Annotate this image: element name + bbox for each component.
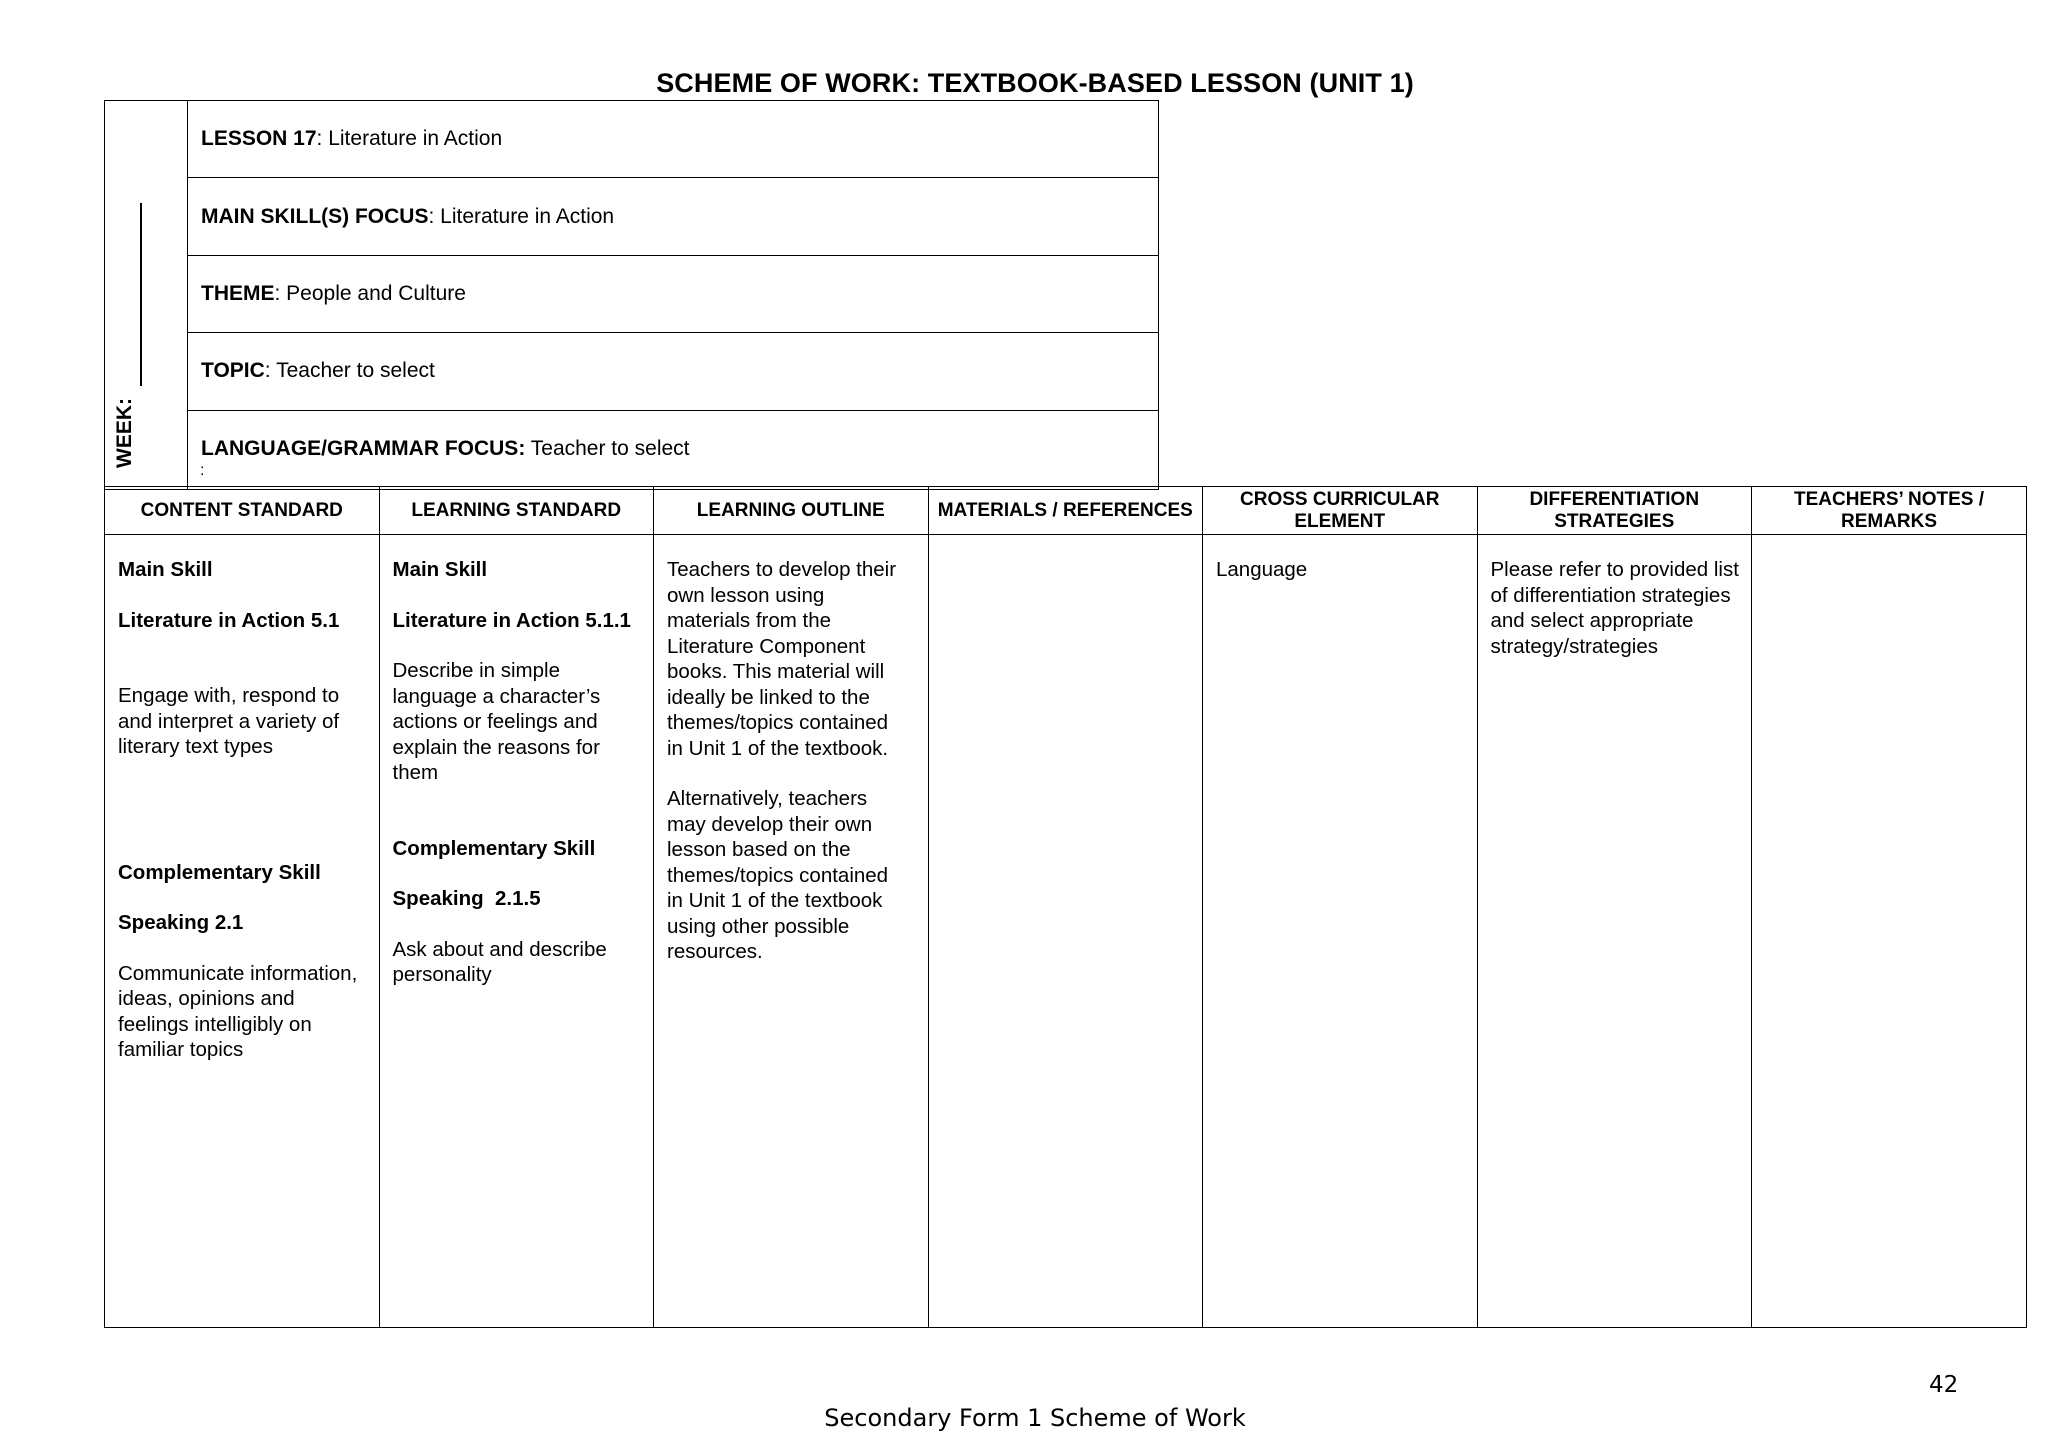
table-row — [105, 535, 2027, 1328]
lesson-row — [188, 101, 1158, 178]
page-number: 42 — [1929, 1372, 1959, 1398]
language-grammar-focus-row — [188, 411, 1158, 488]
cs-comp-text: Communicate information, ideas, opinions and feelings intelligibly on familiar topics — [118, 961, 358, 1061]
lesson-value: : Literature in Action — [316, 127, 503, 151]
page-title: SCHEME OF WORK: TEXTBOOK-BASED LESSON (UNIT 1) — [656, 68, 1414, 98]
table-header-row — [105, 487, 2027, 535]
page-footer: Secondary Form 1 Scheme of Work — [824, 1404, 1246, 1432]
topic-label: TOPIC — [201, 359, 265, 383]
stray-colon: : — [200, 462, 205, 479]
lesson-info-block — [187, 100, 1159, 490]
ls-main-text: Describe in simple language a character’s actions or feelings and explain the reasons for them — [392, 659, 601, 784]
teachers-notes-cell — [1752, 535, 2027, 1328]
week-blank-line — [140, 203, 142, 386]
ls-main-code: Literature in Action 5.1.1 — [392, 608, 631, 632]
header-differentiation-strategies: DIFFERENTIATION STRATEGIES — [1477, 487, 1752, 535]
ls-comp-text: Ask about and describe personality — [392, 937, 607, 986]
lo-paragraph-2: Alternatively, teachers may develop their own lesson based on the themes/topics contained in Unit 1 of the textbook using other possible resources. — [667, 787, 889, 963]
ls-main-heading: Main Skill — [392, 558, 488, 581]
theme-label: THEME — [201, 281, 275, 305]
main-skill-focus-row — [188, 178, 1158, 255]
header-cross-curricular-element: CROSS CURRICULAR ELEMENT — [1203, 487, 1478, 535]
lo-paragraph-1: Teachers to develop their own lesson using materials from the Literature Component books. This material will ideally be linked to the themes/topics contained in Unit 1 of the textbook. — [667, 558, 897, 760]
topic-value: : Teacher to select — [264, 359, 435, 383]
learning-standard-cell — [379, 535, 654, 1328]
materials-cell — [928, 535, 1203, 1328]
topic-row — [188, 333, 1158, 410]
cs-comp-heading: Complementary Skill — [118, 860, 321, 884]
theme-row — [188, 256, 1158, 333]
header-materials-references: MATERIALS / REFERENCES — [928, 487, 1203, 535]
content-standard-cell — [105, 535, 380, 1328]
cs-comp-code: Speaking 2.1 — [118, 911, 244, 934]
cs-main-text: Engage with, respond to and interpret a variety of literary text types — [118, 684, 340, 758]
lesson-label: LESSON 17 — [201, 127, 317, 151]
differentiation-cell: Please refer to provided list of differentiation strategies and select appropriate strategy/strategies — [1477, 535, 1752, 1328]
main-skill-focus-value: : Literature in Action — [428, 204, 615, 228]
header-teachers-notes: TEACHERS’ NOTES / REMARKS — [1752, 487, 2027, 535]
header-content-standard: CONTENT STANDARD — [105, 487, 380, 535]
learning-outline-cell — [654, 535, 929, 1328]
ls-comp-heading: Complementary Skill — [392, 836, 596, 860]
cs-main-heading: Main Skill — [118, 558, 213, 581]
cross-curricular-cell: Language — [1203, 535, 1478, 1328]
week-label: WEEK: — [113, 398, 136, 468]
header-learning-standard: LEARNING STANDARD — [379, 487, 654, 535]
theme-value: : People and Culture — [274, 281, 466, 305]
cs-main-code: Literature in Action 5.1 — [118, 608, 340, 632]
ls-comp-code: Speaking 2.1.5 — [392, 887, 541, 910]
header-learning-outline: LEARNING OUTLINE — [654, 487, 929, 535]
language-grammar-focus-value: Teacher to select — [525, 437, 690, 461]
language-grammar-focus-label: LANGUAGE/GRAMMAR FOCUS: — [201, 437, 526, 461]
scheme-table — [104, 486, 2027, 1328]
main-skill-focus-label: MAIN SKILL(S) FOCUS — [201, 204, 429, 228]
